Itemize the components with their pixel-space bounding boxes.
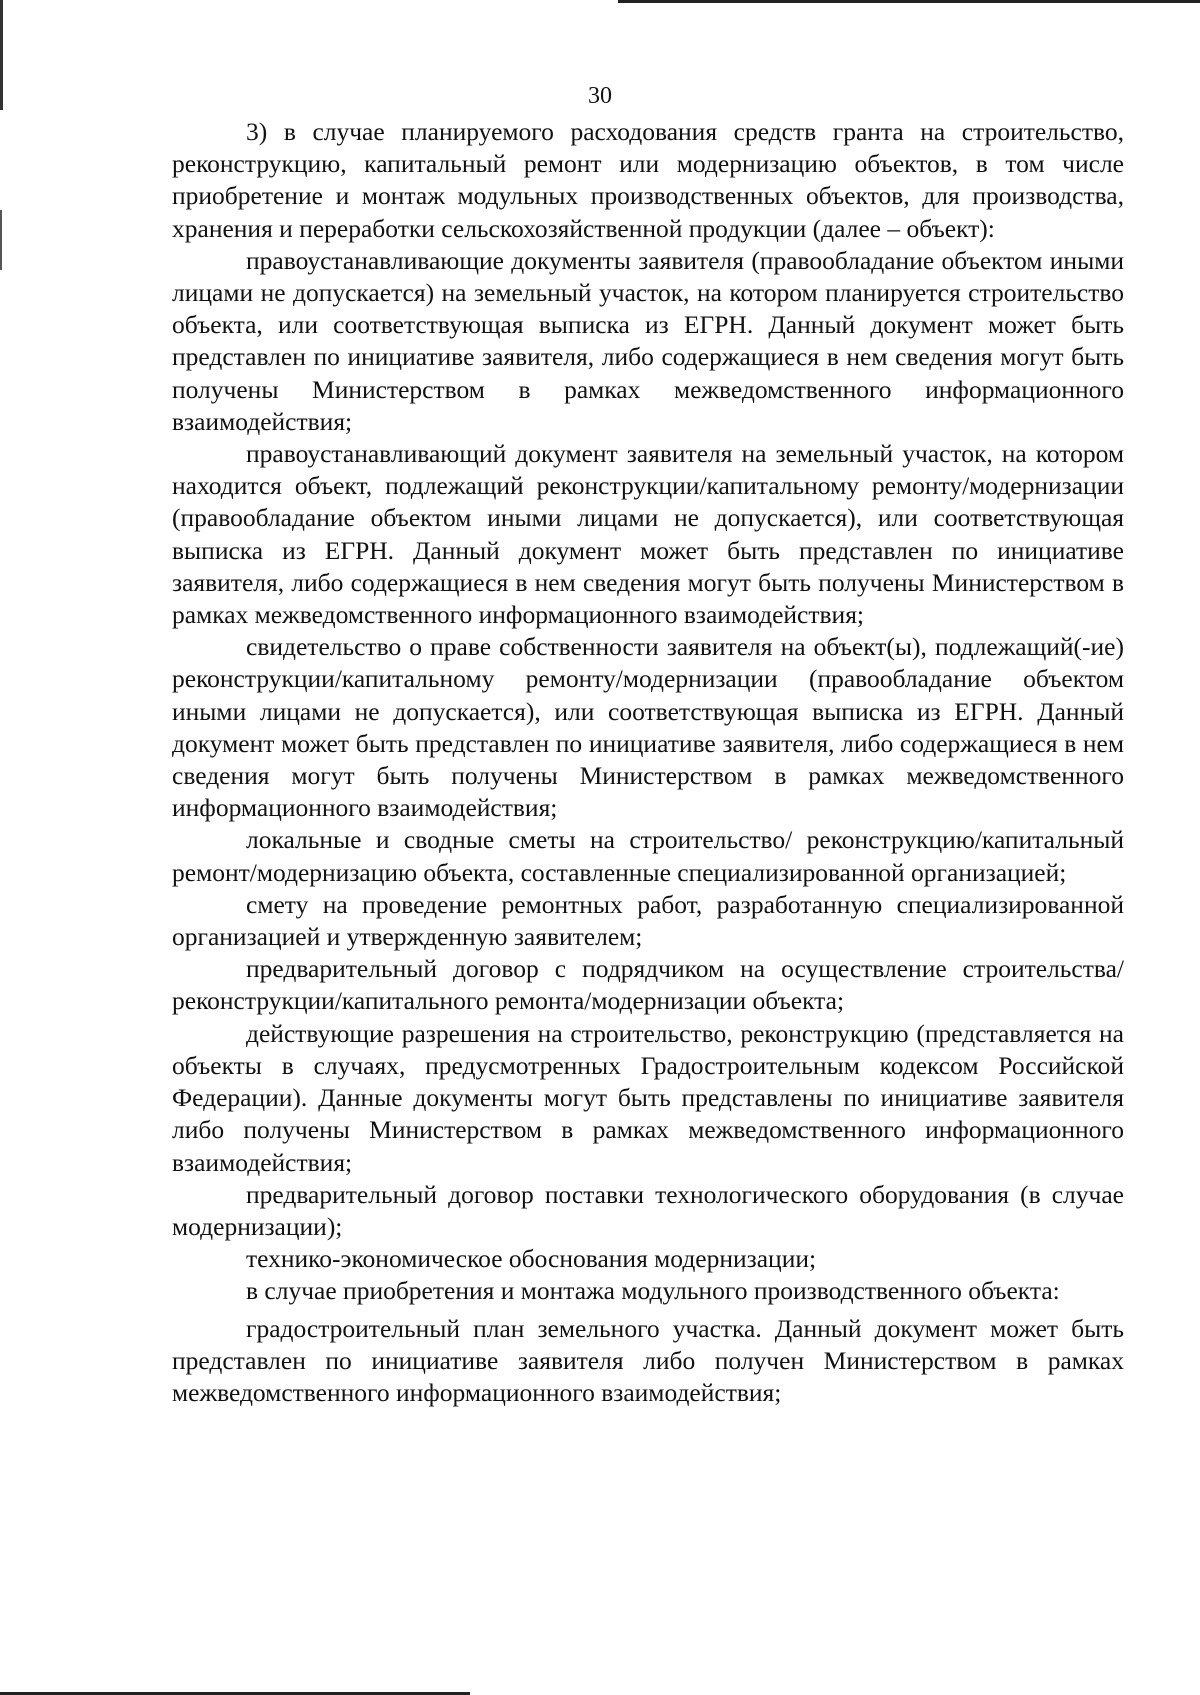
paragraph-urban-planning: градостроительный план земельного участка. Данный документ может быть представлен по инициативе заявителя либо получен Министерством в рамках межведомственного информационного взаимодействия;	[172, 1313, 1124, 1407]
page-number: 30	[588, 83, 612, 109]
paragraph-feasibility-study: технико-экономическое обоснования модернизации;	[246, 1244, 817, 1274]
paragraph-contractor-agreement: предварительный договор с подрядчиком на осуществление строительства/ реконструкции/капитального ремонта/модернизации объекта;	[172, 954, 1124, 1016]
paragraph-ownership-certificate: свидетельство о праве собственности заявителя на объект(ы), подлежащий(-ие) реконструкции/капитальному ремонту/модернизации (правообладание объектом иными лицами не допускается), или соответствующая выписка из ЕГРН. Данный документ может быть представлен по инициативе заявителя, либо содержащиеся в нем сведения могут быть получены Министерством в рамках межведомственного информационного взаимодействия;	[172, 632, 1124, 823]
paragraph-item-3: 3) в случае планируемого расходования средств гранта на строительство, реконструкцию, капитальный ремонт или модернизацию объектов, в том числе приобретение и монтаж модульных производственных объектов, для производства, хранения и переработки сельскохозяйственной продукции (далее – объект):	[172, 117, 1124, 243]
paragraph-land-title-documents: правоустанавливающие документы заявителя (правообладание объектом иными лицами не допускается) на земельный участок, на котором планируется строительство объекта, или соответствующая выписка из ЕГРН. Данный документ может быть представлен по инициативе заявителя, либо содержащиеся в нем сведения могут быть получены Министерством в рамках межведомственного информационного взаимодействия;	[172, 245, 1124, 436]
document-body	[172, 116, 1124, 1409]
paragraph-construction-permits: действующие разрешения на строительство, реконструкцию (представляется на объекты в случаях, предусмотренных Градостроительным кодексом Российской Федерации). Данные документы могут быть представлены по инициативе заявителя либо получены Министерством в рамках межведомственного информационного взаимодействия;	[172, 1018, 1124, 1177]
paragraph-repair-estimate: смету на проведение ремонтных работ, разработанную специализированной организацией и утвержденную заявителем;	[172, 889, 1124, 952]
paragraph-equipment-supply-agreement: предварительный договор поставки технологического оборудования (в случае модернизации);	[172, 1179, 1124, 1241]
paragraph-local-estimates: локальные и сводные сметы на строительство/ реконструкцию/капитальный ремонт/модернизацию объекта, составленные специализированной организацией;	[172, 825, 1124, 887]
scan-edge-top	[618, 0, 1200, 3]
paragraph-modular-object-heading: в случае приобретения и монтажа модульного производственного объекта:	[246, 1276, 1060, 1306]
paragraph-land-title-document-reconstruction: правоустанавливающий документ заявителя на земельный участок, на котором находится объект, подлежащий реконструкции/капитальному ремонту/модернизации (правообладание объектом иными лицами не допускается), или соответствующая выписка из ЕГРН. Данный документ может быть представлен по инициативе заявителя, либо содержащиеся в нем сведения могут быть получены Министерством в рамках межведомственного информационного взаимодействия;	[172, 439, 1124, 630]
scan-edge-left-lower	[0, 210, 2, 270]
